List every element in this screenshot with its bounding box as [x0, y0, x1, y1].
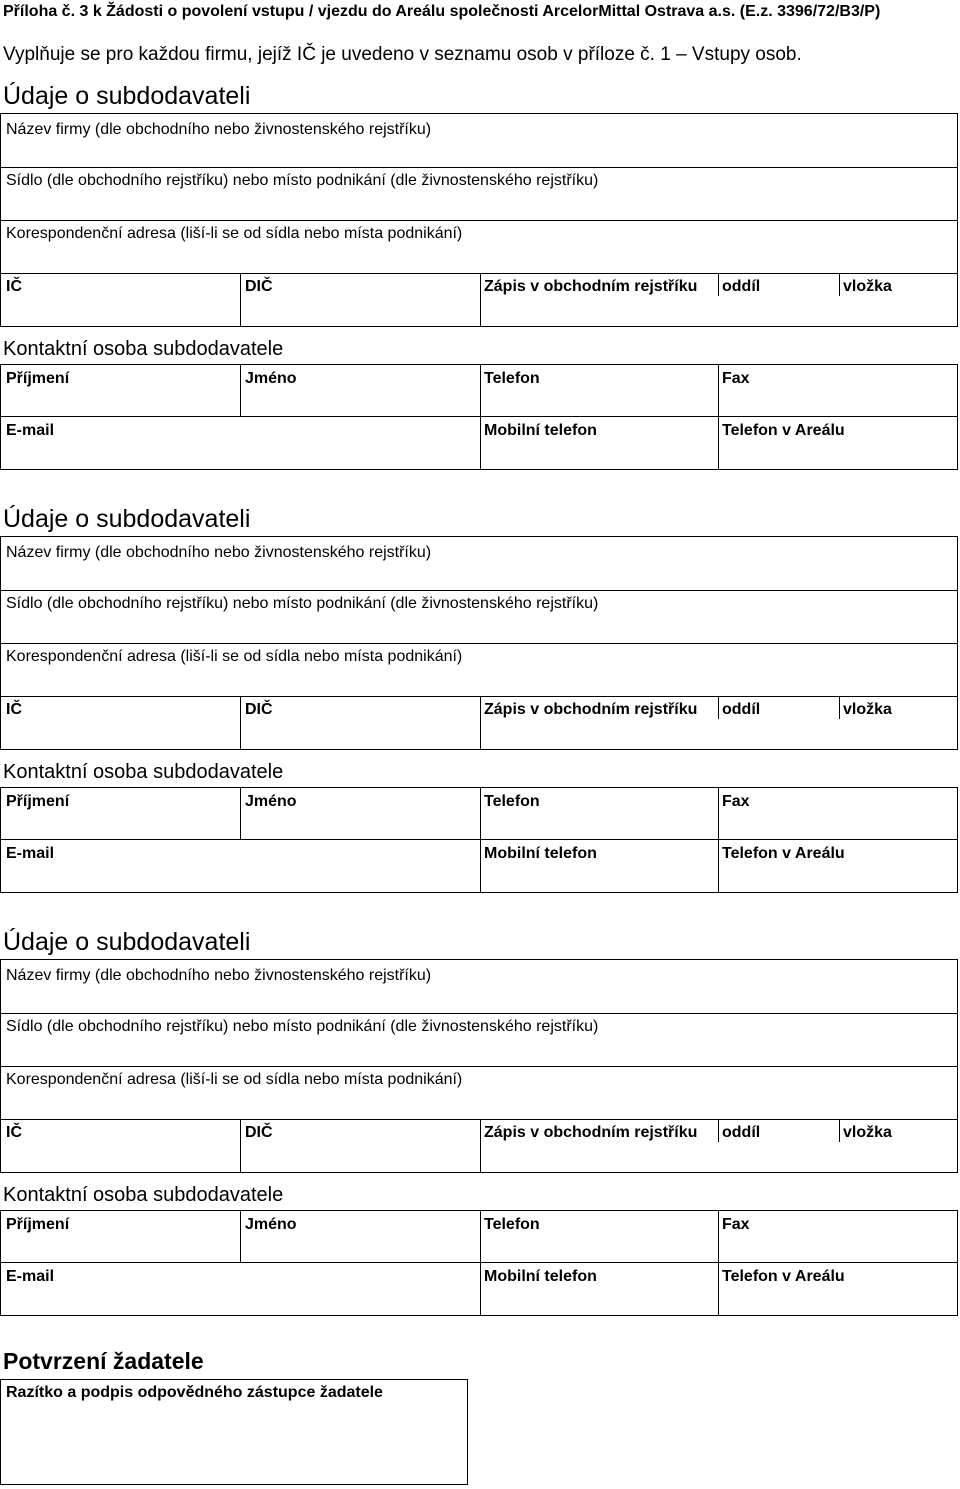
dic-label: DIČ: [245, 278, 273, 295]
email-label: E-mail: [6, 845, 55, 862]
section-title: Údaje o subdodavateli: [3, 505, 251, 533]
phone-label: Telefon: [484, 793, 540, 810]
cell-divider: [718, 274, 719, 296]
correspondence-address-field[interactable]: [0, 220, 958, 274]
contact-name-row[interactable]: [0, 1210, 958, 1263]
surname-label: Příjmení: [6, 1216, 70, 1233]
contact-title: Kontaktní osoba subdodavatele: [3, 338, 284, 360]
cell-divider: [480, 1120, 481, 1173]
cell-divider: [240, 788, 241, 840]
contact-name-row[interactable]: [0, 787, 958, 840]
register-section-label: oddíl: [722, 701, 761, 718]
fax-label: Fax: [722, 370, 750, 387]
phone-label: Telefon: [484, 370, 540, 387]
cell-divider: [480, 1263, 481, 1316]
mobile-label: Mobilní telefon: [484, 1268, 597, 1285]
surname-label: Příjmení: [6, 370, 70, 387]
registration-row[interactable]: [0, 696, 958, 750]
phone-label: Telefon: [484, 1216, 540, 1233]
first-name-label: Jméno: [245, 1216, 297, 1233]
cell-divider: [480, 697, 481, 750]
first-name-label: Jméno: [245, 370, 297, 387]
cell-divider: [240, 697, 241, 750]
ic-label: IČ: [6, 278, 22, 295]
first-name-label: Jméno: [245, 793, 297, 810]
correspondence-address-label: Korespondenční adresa (liší-li se od sídla nebo místa podnikání): [6, 648, 463, 665]
register-label: Zápis v obchodním rejstříku: [484, 278, 698, 295]
dic-label: DIČ: [245, 1124, 273, 1141]
section-title: Údaje o subdodavateli: [3, 928, 251, 956]
contact-email-row[interactable]: [0, 1262, 958, 1316]
subcontractor-section: [0, 846, 960, 1326]
cell-divider: [718, 697, 719, 719]
document-subheader: Vyplňuje se pro každou firmu, jejíž IČ je uvedeno v seznamu osob v příloze č. 1 – Vstupy osob.: [3, 44, 802, 65]
fax-label: Fax: [722, 1216, 750, 1233]
contact-title: Kontaktní osoba subdodavatele: [3, 1184, 284, 1206]
area-phone-label: Telefon v Areálu: [722, 845, 845, 862]
register-label: Zápis v obchodním rejstříku: [484, 1124, 698, 1141]
seat-label: Sídlo (dle obchodního rejstříku) nebo místo podnikání (dle živnostenského rejstříku): [6, 1018, 599, 1035]
register-section-label: oddíl: [722, 1124, 761, 1141]
register-insert-label: vložka: [843, 1124, 892, 1141]
subcontractor-section: [0, 0, 960, 480]
registration-row[interactable]: [0, 1119, 958, 1173]
company-name-label: Název firmy (dle obchodního nebo živnostenského rejstříku): [6, 121, 432, 138]
register-section-label: oddíl: [722, 278, 761, 295]
surname-label: Příjmení: [6, 793, 70, 810]
contact-title: Kontaktní osoba subdodavatele: [3, 761, 284, 783]
correspondence-address-label: Korespondenční adresa (liší-li se od sídla nebo místa podnikání): [6, 225, 463, 242]
correspondence-address-field[interactable]: [0, 1066, 958, 1120]
section-title: Údaje o subdodavateli: [3, 82, 251, 110]
email-label: E-mail: [6, 1268, 55, 1285]
cell-divider: [839, 1120, 840, 1142]
correspondence-address-label: Korespondenční adresa (liší-li se od sídla nebo místa podnikání): [6, 1071, 463, 1088]
cell-divider: [718, 1120, 719, 1142]
cell-divider: [480, 274, 481, 327]
ic-label: IČ: [6, 701, 22, 718]
cell-divider: [240, 274, 241, 327]
cell-divider: [718, 1211, 719, 1263]
seat-field[interactable]: [0, 167, 958, 221]
area-phone-label: Telefon v Areálu: [722, 422, 845, 439]
dic-label: DIČ: [245, 701, 273, 718]
cell-divider: [718, 788, 719, 840]
email-label: E-mail: [6, 422, 55, 439]
seat-label: Sídlo (dle obchodního rejstříku) nebo místo podnikání (dle živnostenského rejstříku): [6, 595, 599, 612]
registration-row[interactable]: [0, 273, 958, 327]
cell-divider: [480, 788, 481, 840]
document-header: Příloha č. 3 k Žádosti o povolení vstupu / vjezdu do Areálu společnosti ArcelorMittal Ostrava a.s. (E.z. 3396/72/B3/P): [3, 3, 881, 20]
cell-divider: [839, 697, 840, 719]
seat-field[interactable]: [0, 590, 958, 644]
seat-label: Sídlo (dle obchodního rejstříku) nebo místo podnikání (dle živnostenského rejstříku): [6, 172, 599, 189]
company-name-field[interactable]: [0, 536, 958, 591]
subcontractor-section: [0, 423, 960, 903]
register-insert-label: vložka: [843, 278, 892, 295]
cell-divider: [240, 1211, 241, 1263]
register-insert-label: vložka: [843, 701, 892, 718]
company-name-label: Název firmy (dle obchodního nebo živnostenského rejstříku): [6, 967, 432, 984]
cell-divider: [240, 365, 241, 417]
mobile-label: Mobilní telefon: [484, 422, 597, 439]
correspondence-address-field[interactable]: [0, 643, 958, 697]
cell-divider: [839, 274, 840, 296]
seat-field[interactable]: [0, 1013, 958, 1067]
company-name-field[interactable]: [0, 959, 958, 1014]
company-name-label: Název firmy (dle obchodního nebo živnostenského rejstříku): [6, 544, 432, 561]
fax-label: Fax: [722, 793, 750, 810]
stamp-signature-box[interactable]: [0, 1379, 468, 1485]
cell-divider: [718, 365, 719, 417]
stamp-signature-label: Razítko a podpis odpovědného zástupce žadatele: [6, 1384, 383, 1401]
mobile-label: Mobilní telefon: [484, 845, 597, 862]
cell-divider: [480, 365, 481, 417]
confirmation-title: Potvrzení žadatele: [3, 1348, 204, 1374]
cell-divider: [240, 1120, 241, 1173]
cell-divider: [480, 1211, 481, 1263]
company-name-field[interactable]: [0, 113, 958, 168]
contact-name-row[interactable]: [0, 364, 958, 417]
ic-label: IČ: [6, 1124, 22, 1141]
cell-divider: [718, 1263, 719, 1316]
register-label: Zápis v obchodním rejstříku: [484, 701, 698, 718]
area-phone-label: Telefon v Areálu: [722, 1268, 845, 1285]
